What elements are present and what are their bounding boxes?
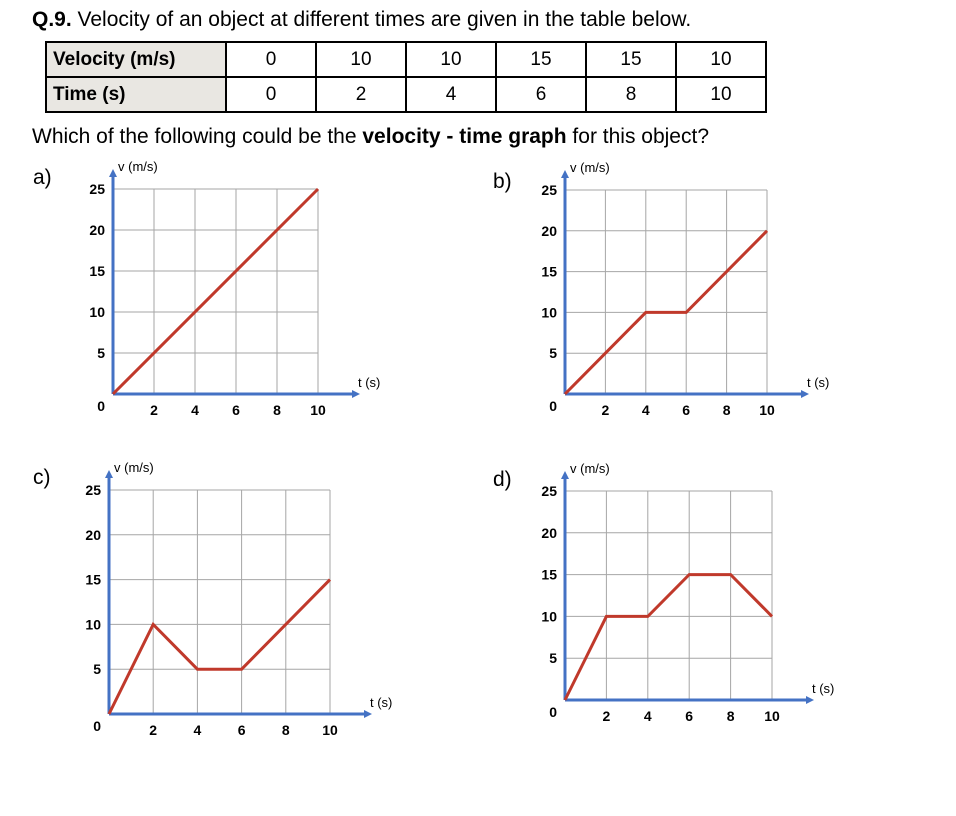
y-tick-label: 5 bbox=[549, 650, 557, 667]
prompt-bold: velocity - time graph bbox=[362, 125, 567, 148]
question-text: Velocity of an object at different times are given in the table below. bbox=[71, 8, 692, 31]
table-cell: 4 bbox=[406, 77, 496, 112]
y-tick-label: 25 bbox=[541, 483, 557, 499]
x-axis-label: t (s) bbox=[807, 375, 830, 390]
x-tick-label: 8 bbox=[281, 722, 290, 738]
y-axis-label: v (m/s) bbox=[114, 460, 154, 475]
origin-label: 0 bbox=[97, 398, 105, 414]
x-tick-label: 4 bbox=[191, 402, 199, 418]
x-tick-label: 8 bbox=[726, 708, 735, 724]
origin-label: 0 bbox=[549, 398, 557, 414]
y-tick-label: 20 bbox=[541, 222, 557, 239]
y-tick-label: 20 bbox=[89, 222, 105, 238]
x-tick-label: 8 bbox=[722, 402, 731, 418]
table-cell: 8 bbox=[586, 77, 676, 112]
y-tick-label: 5 bbox=[97, 345, 105, 361]
y-axis-label: v (m/s) bbox=[570, 461, 610, 476]
prompt-pre: Which of the following could be the bbox=[32, 125, 363, 148]
x-tick-label: 6 bbox=[682, 402, 691, 418]
table-cell: 10 bbox=[676, 42, 766, 77]
x-axis-label: t (s) bbox=[812, 681, 835, 696]
x-tick-label: 2 bbox=[149, 722, 158, 738]
x-tick-label: 10 bbox=[764, 708, 780, 724]
option-label-c: c) bbox=[33, 466, 51, 489]
series-line bbox=[565, 575, 772, 700]
y-tick-label: 20 bbox=[541, 524, 557, 541]
x-tick-label: 4 bbox=[193, 722, 202, 738]
x-axis-arrow-icon bbox=[806, 696, 814, 704]
y-tick-label: 15 bbox=[541, 263, 557, 280]
row-header-time: Time (s) bbox=[46, 77, 226, 112]
y-axis-label: v (m/s) bbox=[118, 159, 158, 174]
option-label-a: a) bbox=[33, 166, 52, 189]
option-label-d: d) bbox=[493, 468, 512, 491]
y-tick-label: 10 bbox=[89, 304, 105, 320]
x-tick-label: 8 bbox=[273, 402, 281, 418]
table-cell: 0 bbox=[226, 77, 316, 112]
table-cell: 15 bbox=[586, 42, 676, 77]
option-label-b: b) bbox=[493, 170, 512, 193]
y-tick-label: 25 bbox=[541, 182, 557, 198]
table-cell: 6 bbox=[496, 77, 586, 112]
y-axis-label: v (m/s) bbox=[570, 160, 610, 175]
x-axis-label: t (s) bbox=[358, 375, 381, 390]
table-cell: 0 bbox=[226, 42, 316, 77]
x-tick-label: 6 bbox=[232, 402, 240, 418]
y-axis-arrow-icon bbox=[561, 471, 569, 479]
table-cell: 10 bbox=[676, 77, 766, 112]
y-tick-label: 25 bbox=[89, 181, 105, 197]
table-cell: 2 bbox=[316, 77, 406, 112]
origin-label: 0 bbox=[93, 718, 101, 734]
y-tick-label: 15 bbox=[541, 566, 557, 583]
x-tick-label: 6 bbox=[237, 722, 246, 738]
x-tick-label: 2 bbox=[602, 708, 611, 724]
table-cell: 10 bbox=[316, 42, 406, 77]
origin-label: 0 bbox=[549, 704, 557, 720]
x-tick-label: 4 bbox=[641, 402, 650, 418]
x-tick-label: 10 bbox=[759, 402, 775, 418]
y-tick-label: 15 bbox=[85, 571, 101, 588]
x-tick-label: 4 bbox=[643, 708, 652, 724]
y-tick-label: 25 bbox=[85, 482, 101, 498]
x-tick-label: 6 bbox=[685, 708, 694, 724]
x-tick-label: 2 bbox=[601, 402, 610, 418]
table-cell: 15 bbox=[496, 42, 586, 77]
y-tick-label: 10 bbox=[85, 616, 101, 633]
x-tick-label: 10 bbox=[310, 402, 326, 418]
y-tick-label: 5 bbox=[93, 661, 101, 678]
y-tick-label: 5 bbox=[549, 345, 557, 362]
table-cell: 10 bbox=[406, 42, 496, 77]
row-header-velocity: Velocity (m/s) bbox=[46, 42, 226, 77]
y-tick-label: 20 bbox=[85, 526, 101, 543]
prompt-post: for this object? bbox=[566, 125, 709, 148]
y-tick-label: 10 bbox=[541, 608, 557, 625]
question-number: Q.9. bbox=[32, 8, 72, 31]
x-tick-label: 2 bbox=[150, 402, 158, 418]
x-axis-label: t (s) bbox=[370, 695, 393, 710]
y-tick-label: 15 bbox=[89, 263, 105, 279]
x-tick-label: 10 bbox=[322, 722, 338, 738]
y-tick-label: 10 bbox=[541, 304, 557, 321]
